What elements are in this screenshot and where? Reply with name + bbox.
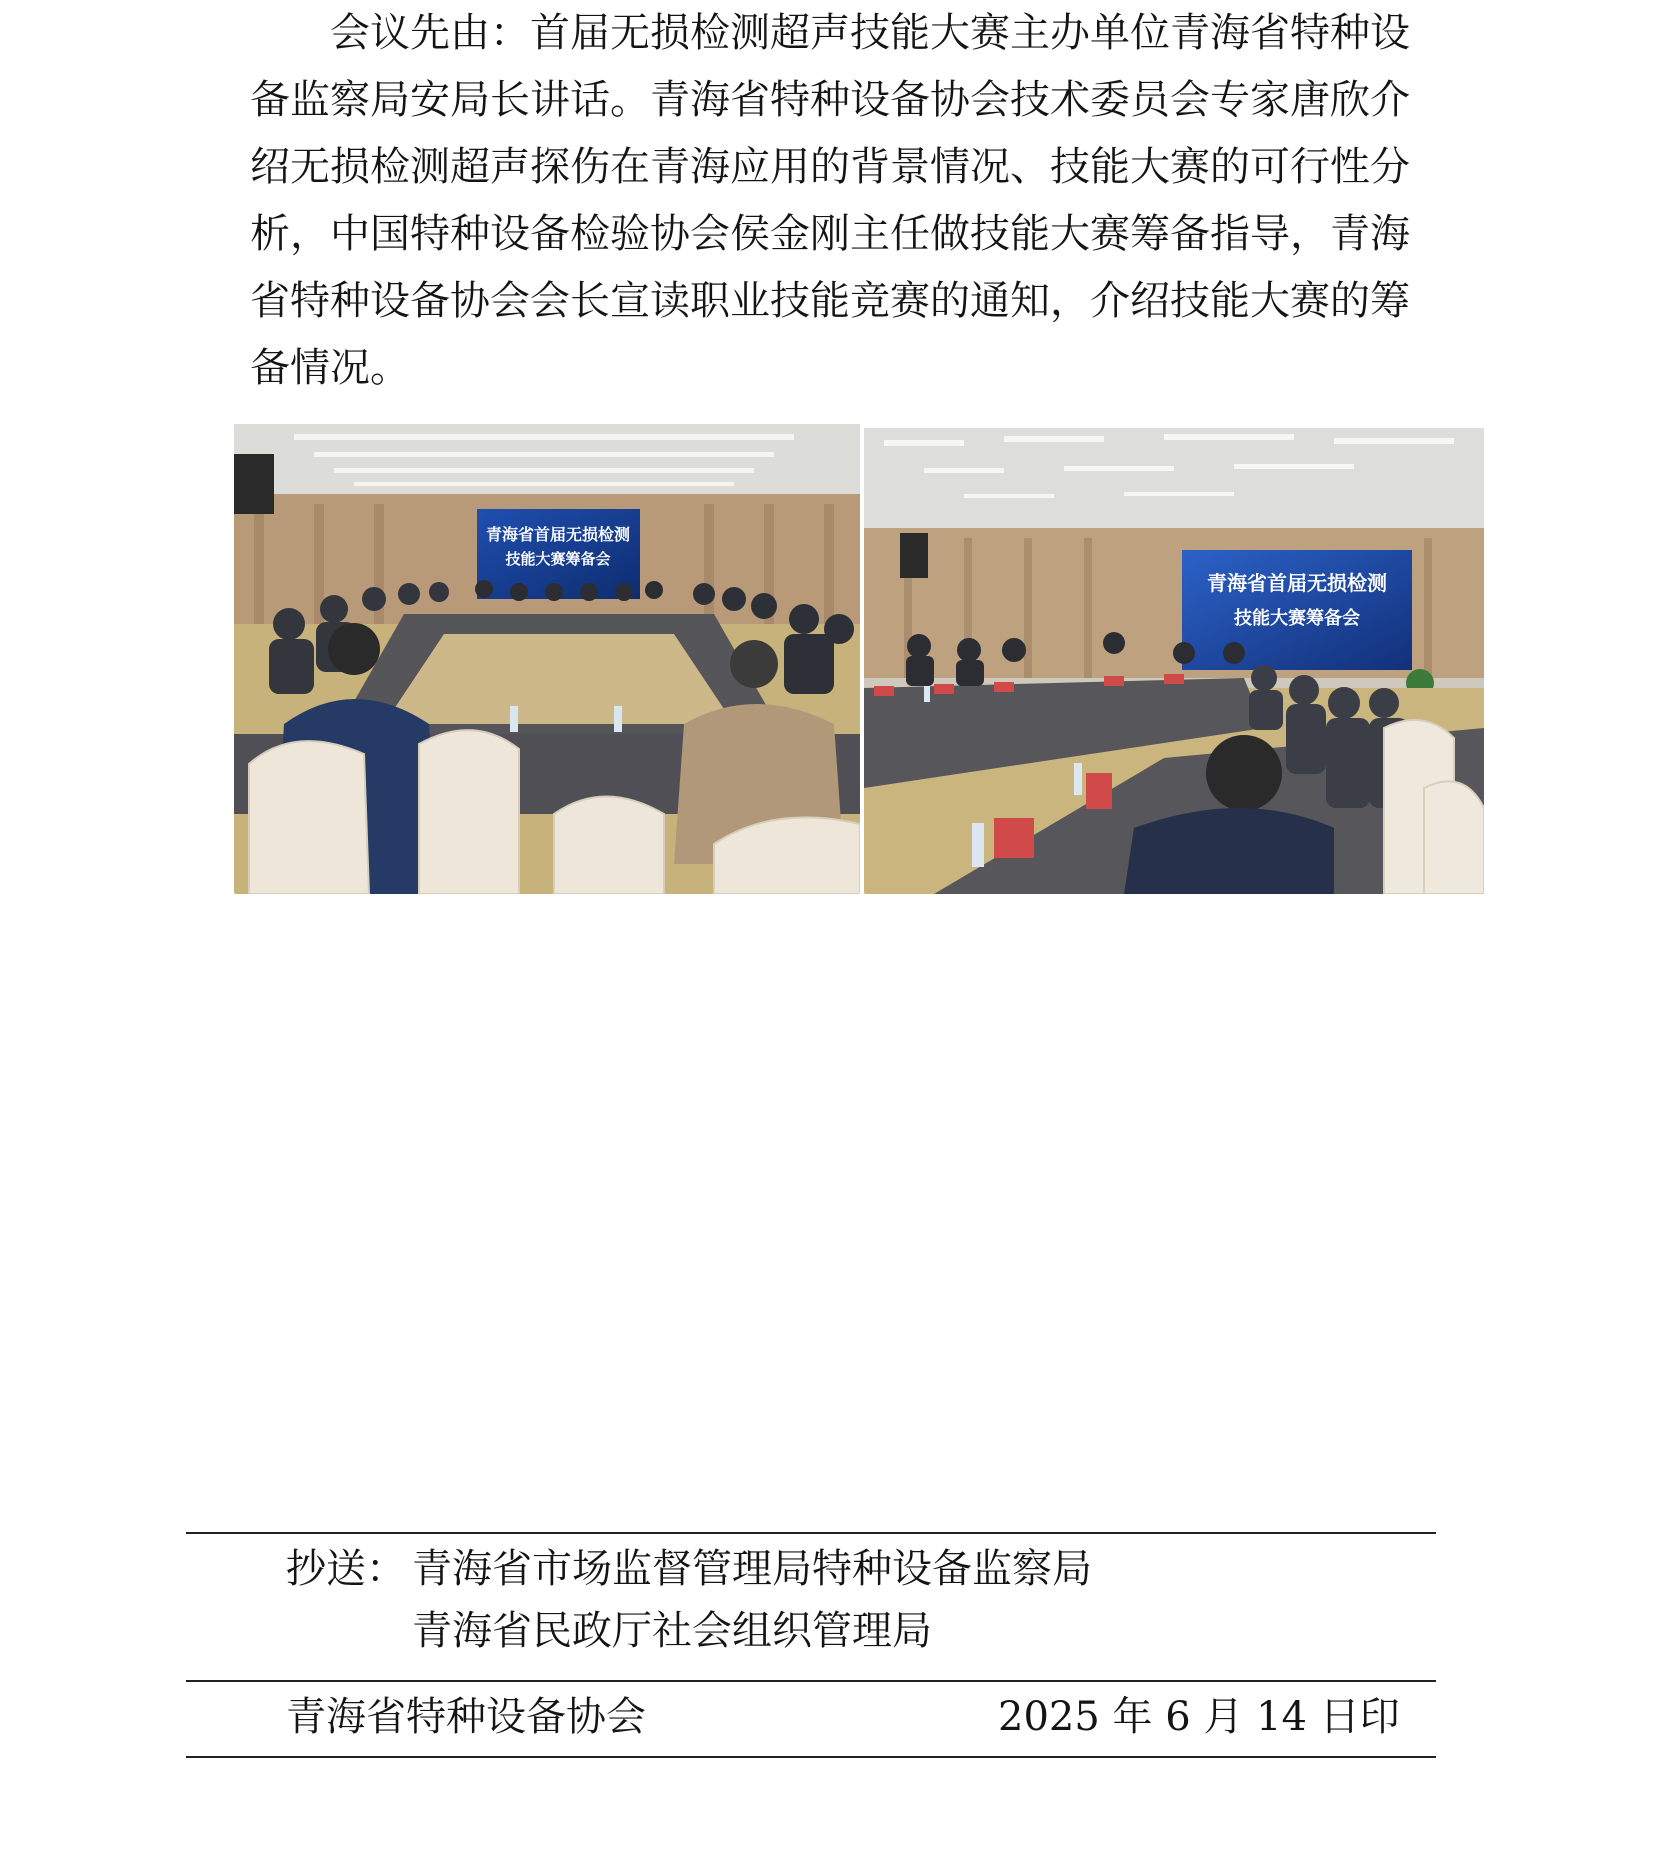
footer-rule-middle bbox=[186, 1680, 1436, 1682]
right-screen-line1: 青海省首届无损检测 bbox=[1207, 571, 1387, 595]
body-paragraph: 会议先由：首届无损检测超声技能大赛主办单位青海省特种设备监察局安局长讲话。青海省特种设备协会技术委员会专家唐欣介绍无损检测超声探伤在青海应用的背景情况、技能大赛的可行性分析，中国特种设备检验协会侯金刚主任做技能大赛筹备指导，青海省特种设备协会会长宣读职业技能竞赛的通知，介绍技能大赛的筹备情况。 bbox=[250, 10, 1410, 391]
issuer-name: 青海省特种设备协会 bbox=[286, 1694, 646, 1740]
cc-recipient-2: 青海省民政厅社会组织管理局 bbox=[412, 1608, 932, 1654]
left-screen-line2: 技能大赛筹备会 bbox=[505, 550, 611, 568]
cc-recipient-1: 青海省市场监督管理局特种设备监察局 bbox=[412, 1546, 1092, 1592]
cc-label: 抄送： bbox=[286, 1546, 406, 1592]
meeting-photo-left-image bbox=[234, 424, 860, 894]
meeting-photo-right bbox=[864, 428, 1484, 894]
footer-rule-top bbox=[186, 1532, 1436, 1534]
print-date: 2025 年 6 月 14 日印 bbox=[998, 1694, 1400, 1740]
right-screen-line2: 技能大赛筹备会 bbox=[1234, 608, 1360, 629]
meeting-photo-right-image bbox=[864, 428, 1484, 894]
meeting-photo-left bbox=[234, 424, 860, 894]
left-screen-line1: 青海省首届无损检测 bbox=[485, 525, 631, 544]
footer-rule-bottom bbox=[186, 1756, 1436, 1758]
